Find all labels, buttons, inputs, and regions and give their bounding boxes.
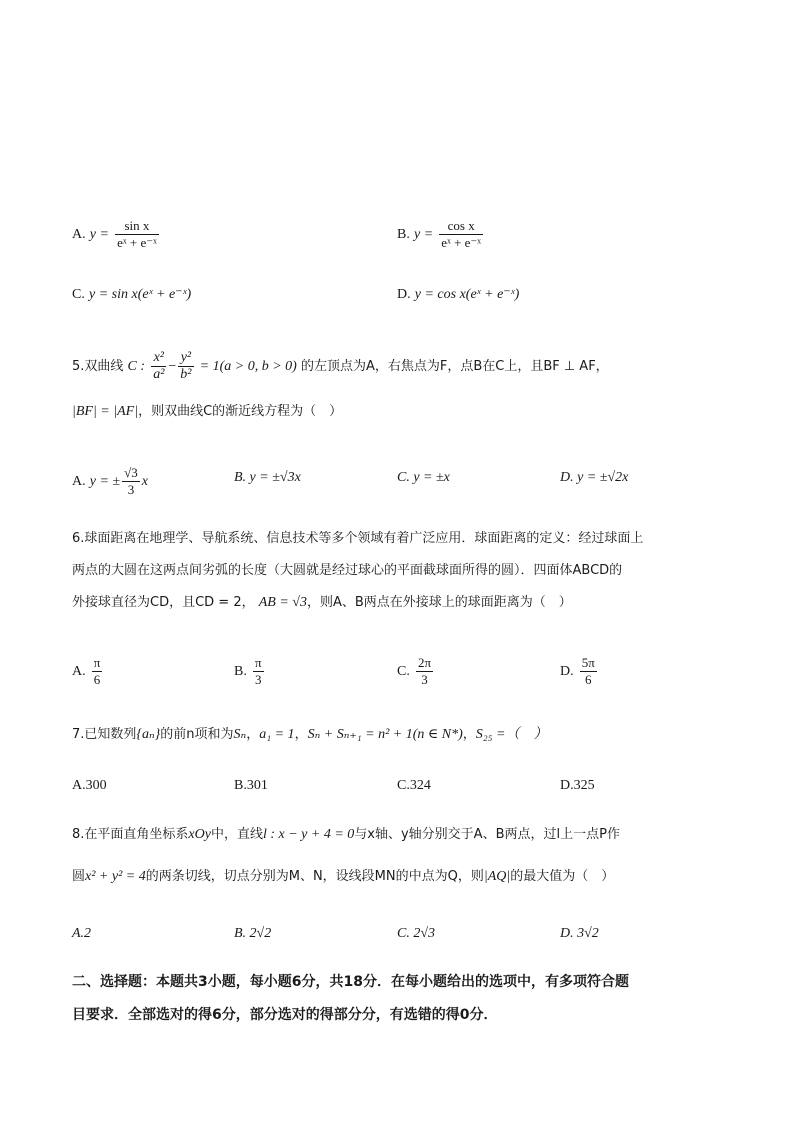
q5-minus: − <box>168 359 177 374</box>
q4-option-c[interactable] <box>72 285 191 305</box>
q6-option-a[interactable]: A. $\frac{\pi}{6}$ <box>72 655 101 687</box>
q8-circle-equation: x² + y² = 4 <box>85 869 146 884</box>
q6-option-c[interactable]: C. $\frac{2\pi}{3}$ <box>397 655 432 687</box>
q5-option-c[interactable]: C. y = ±x <box>397 470 450 485</box>
q5-frac-y: $\frac{\text{y²}}{\text{b²}}$ <box>180 350 192 382</box>
q6-option-b[interactable]: B. $\frac{\pi}{3}$ <box>234 655 262 687</box>
q5-stem-line2 <box>72 402 342 422</box>
q6-stem-line3: 外接球直径为CD，且CD = 2， AB = √3，则A、B两点在外接球上的球面距离为（ ） <box>72 595 572 610</box>
q8-option-a[interactable]: A.2 <box>72 926 92 941</box>
q4-option-d-expr: y = cos x(eˣ + e⁻ˣ) <box>414 287 520 302</box>
q7-option-a[interactable]: A.300 <box>72 778 107 793</box>
q5-text1: 的左顶点为A，右焦点为F，点B在C上，且BF ⊥ AF， <box>300 359 609 374</box>
q6-ab-math: AB = √3 <box>258 595 307 610</box>
q4-option-a-fraction: $\frac{\text{sin x}}{\text{eˣ + e⁻ˣ}}$ <box>117 218 157 250</box>
q6-stem-line2: 两点的大圆在这两点间劣弧的长度（大圆就是经过球心的平面截球面所得的圆）．四面体ABCD的 <box>72 563 623 578</box>
q8-stem-line1: 8.在平面直角坐标系xOy中，直线l : x − y + 4 = 0与x轴、y轴分别交于A、B两点，过l上一点P作 <box>72 827 620 842</box>
q7-relation: Sₙ + Sₙ₊₁ = n² + 1(n ∈ N*) <box>307 727 463 742</box>
q7-s25: S₂₅ =（ ） <box>475 727 548 742</box>
q7-stem: 7.已知数列{aₙ}的前n项和为Sₙ，a₁ = 1，Sₙ + Sₙ₊₁ = n² + 1(n ∈ N*)，S₂₅ =（ ） <box>72 727 548 742</box>
q5-option-d[interactable]: D. y = ±√2x <box>560 470 629 485</box>
q5-eq-tail: = 1(a > 0, b > 0) <box>199 359 297 374</box>
q7-option-c[interactable]: C.324 <box>397 778 431 793</box>
q4-option-c-expr: y = sin x(eˣ + e⁻ˣ) <box>88 287 192 302</box>
q8-line-equation: l : x − y + 4 = 0 <box>262 827 355 842</box>
q5-number: 5.双曲线 <box>72 359 124 374</box>
q4-option-a[interactable] <box>72 218 161 251</box>
q5-line2-math: |BF| = |AF| <box>72 404 139 419</box>
q7-sequence: {aₙ} <box>136 727 161 742</box>
q4-option-c-label: C. <box>72 287 85 302</box>
q5-curve: C : <box>127 359 146 374</box>
section2-heading-line2: 目要求．全部选对的得6分，部分选对的得部分分，有选错的得0分． <box>72 1007 498 1023</box>
q4-option-a-lhs: y = <box>89 227 109 242</box>
q5-option-b[interactable]: B. y = ±√3x <box>234 470 301 485</box>
q8-stem-line2: 圆x² + y² = 4的两条切线，切点分别为M、N，设线段MN的中点为Q，则|AQ|的最大值为（ ） <box>72 869 615 884</box>
section2-heading-line1: 二、选择题：本题共3小题，每小题6分，共18分．在每小题给出的选项中，有多项符合题 <box>72 974 629 990</box>
q4-option-d-label: D. <box>397 287 411 302</box>
q4-option-b[interactable] <box>397 218 485 251</box>
q5-line2-text: ，则双曲线C的渐近线方程为（ ） <box>138 404 343 419</box>
q4-option-b-fraction: $\frac{\text{cos x}}{\text{eˣ + e⁻ˣ}}$ <box>441 218 482 250</box>
q8-option-c[interactable]: C. 2√3 <box>397 926 436 941</box>
q6-option-d[interactable]: D. $\frac{5\pi}{6}$ <box>560 655 595 687</box>
q6-stem-line1: 6.球面距离在地理学、导航系统、信息技术等多个领域有着广泛应用．球面距离的定义：经过球面上 <box>72 531 644 546</box>
q4-option-d[interactable] <box>397 285 519 305</box>
q7-option-d[interactable]: D.325 <box>560 778 595 793</box>
q5-stem-line1 <box>72 350 609 383</box>
q4-option-b-label: B. <box>397 227 410 242</box>
q5-option-a[interactable]: A. y = ± $\frac{√3}{3}$ x <box>72 465 148 497</box>
q5-frac-x: $\frac{\text{x²}}{\text{a²}}$ <box>153 350 165 382</box>
q5-option-a-fraction: $\frac{√3}{3}$ <box>124 465 138 497</box>
q4-option-b-lhs: y = <box>413 227 434 242</box>
q8-option-b[interactable]: B. 2√2 <box>234 926 272 941</box>
q4-option-a-label: A. <box>72 227 86 242</box>
q8-option-d[interactable]: D. 3√2 <box>560 926 599 941</box>
q7-option-b[interactable]: B.301 <box>234 778 268 793</box>
